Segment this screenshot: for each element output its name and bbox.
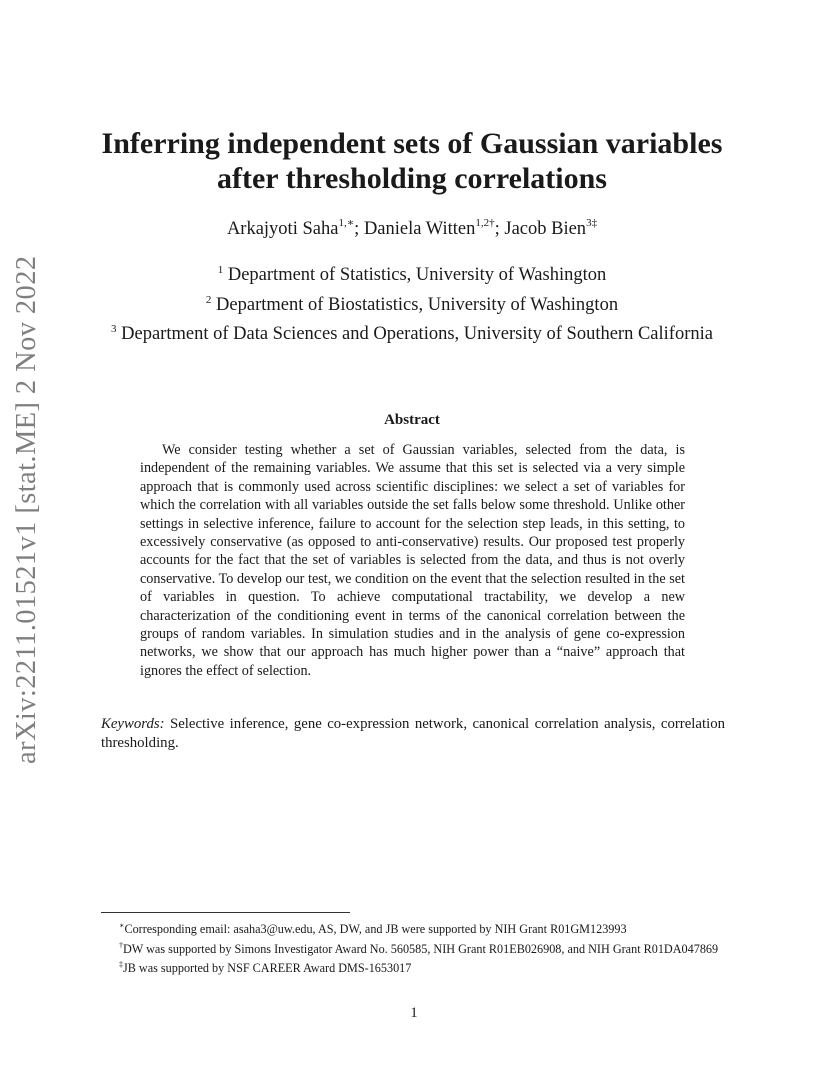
keywords-text: Selective inference, gene co-expression network, canonical correlation analysis, correlation thresholding.	[101, 716, 725, 751]
author-list	[80, 217, 744, 240]
author-name: Daniela Witten	[363, 219, 476, 240]
footnotes	[101, 918, 725, 977]
affiliation-text: Department of Biostatistics, University of Washington	[216, 294, 619, 315]
affiliation-text: Department of Statistics, University of Washington	[227, 265, 607, 286]
keywords-label: Keywords:	[101, 716, 165, 732]
affiliation-list	[110, 258, 714, 347]
abstract-heading: Abstract	[384, 412, 440, 428]
author-separator: ;	[494, 219, 505, 240]
affiliation-item	[110, 258, 714, 288]
author-affiliation-mark: 1,∗	[338, 217, 355, 229]
keywords	[101, 715, 725, 753]
footnote	[101, 918, 725, 938]
arxiv-identifier-stamp: arXiv:2211.01521v1 [stat.ME] 2 Nov 2022	[11, 255, 42, 764]
footnote-mark: ‡	[119, 960, 123, 970]
footnote	[101, 957, 725, 977]
author-separator: ;	[354, 219, 364, 240]
title-line-1: Inferring independent sets of Gaussian variables	[101, 127, 723, 160]
author-name: Arkajyoti Saha	[226, 219, 339, 240]
affiliation-item	[110, 288, 714, 318]
footnote	[101, 938, 725, 958]
author-affiliation-mark: 1,2†	[475, 217, 495, 229]
title-line-2: after thresholding correlations	[217, 162, 607, 195]
footnote-text: Corresponding email: asaha3@uw.edu, AS, DW, and JB were supported by NIH Grant R01GM123993	[124, 922, 627, 937]
author-affiliation-mark: 3‡	[586, 217, 598, 229]
footnote-mark: ∗	[119, 921, 125, 930]
page-number: 1	[410, 1005, 418, 1021]
paper-title	[80, 126, 744, 196]
footnote-text: DW was supported by Simons Investigator Award No. 560585, NIH Grant R01EB026908, and NIH Grant R01DA047869	[123, 941, 719, 956]
affiliation-number: 3	[111, 323, 117, 336]
affiliation-number: 2	[205, 293, 212, 306]
affiliation-text: Department of Data Sciences and Operations, University of Southern California	[121, 324, 713, 345]
affiliation-item	[110, 317, 714, 347]
affiliation-number: 1	[217, 264, 224, 276]
footnote-divider	[101, 912, 350, 913]
footnote-mark: †	[119, 940, 123, 950]
author-name: Jacob Bien	[504, 219, 587, 240]
footnote-text: JB was supported by NSF CAREER Award DMS-1653017	[123, 961, 412, 976]
abstract-body: We consider testing whether a set of Gaussian variables, selected from the data, is independent of the remaining variables. We assume that this set is selected via a very simple approach that is commonly used across scientific disciplines: we select a set of variables for which the correlation with all variables outside the set falls below some threshold. Unlike other settings in selective inference, failure to account for the selection step leads, in this setting, to excessively conservative (as opposed to anti-conservative) results. Our proposed test properly accounts for the fact that the set of variables is selected from the data, and thus is not overly conservative. To develop our test, we condition on the event that the selection resulted in the set of variables in question. To achieve computational tractability, we develop a new characterization of the conditioning event in terms of the canonical correlation between the groups of random variables. In simulation studies and in the analysis of gene co-expression networks, we show that our approach has much higher power than a “naive” approach that ignores the effect of selection.	[140, 442, 685, 679]
